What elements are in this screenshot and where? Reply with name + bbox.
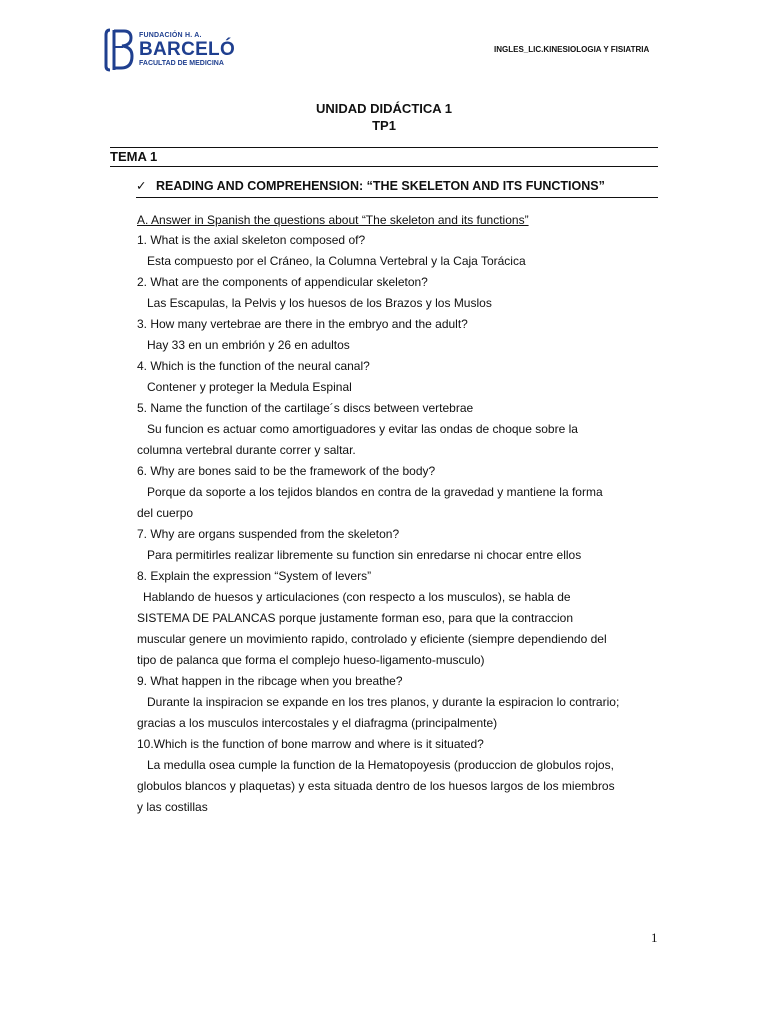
reading-heading-text: READING AND COMPREHENSION: “THE SKELETON AND ITS FUNCTIONS” bbox=[156, 179, 605, 193]
answer-line: tipo de palanca que forma el complejo hueso-ligamento-musculo) bbox=[137, 653, 485, 667]
answer-line: Porque da soporte a los tejidos blandos en contra de la gravedad y mantiene la forma bbox=[147, 485, 603, 499]
question-line: 7. Why are organs suspended from the skeleton? bbox=[137, 527, 400, 541]
logo-top-line: FUNDACIÓN H. A. bbox=[139, 31, 202, 39]
question-line: 8. Explain the expression “System of levers” bbox=[137, 569, 372, 583]
answer-line: gracias a los musculos intercostales y el diafragma (principalmente) bbox=[137, 716, 498, 730]
answer-line: Durante la inspiracion se expande en los tres planos, y durante la espiracion lo contrario; bbox=[147, 695, 620, 709]
logo-main-text: BARCELÓ bbox=[139, 38, 236, 60]
question-line: 2. What are the components of appendicular skeleton? bbox=[137, 275, 428, 289]
unit-title: UNIDAD DIDÁCTICA 1 bbox=[315, 101, 453, 116]
question-line: 10.Which is the function of bone marrow and where is it situated? bbox=[137, 737, 484, 751]
course-header: INGLES_LIC.KINESIOLOGIA Y FISIATRIA bbox=[494, 45, 650, 54]
logo-bottom-line: FACULTAD DE MEDICINA bbox=[139, 59, 224, 67]
answer-line: muscular genere un movimiento rapido, controlado y eficiente (siempre dependiendo del bbox=[137, 632, 607, 646]
reading-heading bbox=[136, 178, 605, 193]
question-line: 6. Why are bones said to be the framework of the body? bbox=[137, 464, 436, 478]
answer-line: columna vertebral durante correr y saltar. bbox=[137, 443, 356, 457]
answer-line: Contener y proteger la Medula Espinal bbox=[147, 380, 352, 394]
answer-line: Hay 33 en un embrión y 26 en adultos bbox=[147, 338, 350, 352]
answer-line: y las costillas bbox=[137, 800, 208, 814]
tema-heading: TEMA 1 bbox=[110, 149, 158, 164]
tp-title: TP1 bbox=[372, 118, 396, 133]
answer-line: Esta compuesto por el Cráneo, la Columna Vertebral y la Caja Torácica bbox=[147, 254, 526, 268]
question-line: 9. What happen in the ribcage when you breathe? bbox=[137, 674, 403, 688]
question-line: 5. Name the function of the cartilage´s discs between vertebrae bbox=[137, 401, 474, 415]
instructions: A. Answer in Spanish the questions about “The skeleton and its functions” bbox=[137, 213, 529, 227]
question-answer-list bbox=[137, 230, 660, 818]
answer-line: Las Escapulas, la Pelvis y los huesos de los Brazos y los Muslos bbox=[147, 296, 492, 310]
answer-line: La medulla osea cumple la function de la Hematopoyesis (produccion de globulos rojos, bbox=[147, 758, 614, 772]
answer-line: SISTEMA DE PALANCAS porque justamente forman eso, para que la contraccion bbox=[137, 611, 573, 625]
question-line: 3. How many vertebrae are there in the embryo and the adult? bbox=[137, 317, 468, 331]
top-rule bbox=[110, 147, 658, 148]
tema-rule bbox=[110, 166, 658, 167]
answer-line: Su funcion es actuar como amortiguadores y evitar las ondas de choque sobre la bbox=[147, 422, 578, 436]
page-number: 1 bbox=[651, 930, 658, 945]
answer-line: Para permitirles realizar libremente su function sin enredarse ni chocar entre ellos bbox=[147, 548, 582, 562]
reading-rule bbox=[136, 197, 658, 198]
answer-line: globulos blancos y plaquetas) y esta situada dentro de los huesos largos de los miembros bbox=[137, 779, 615, 793]
question-line: 1. What is the axial skeleton composed of? bbox=[137, 233, 366, 247]
answer-line: Hablando de huesos y articulaciones (con respecto a los musculos), se habla de bbox=[143, 590, 571, 604]
institution-logo bbox=[104, 26, 238, 72]
answer-line: del cuerpo bbox=[137, 506, 194, 520]
fb-monogram-icon bbox=[104, 26, 134, 72]
question-line: 4. Which is the function of the neural canal? bbox=[137, 359, 370, 373]
checkmark-icon: ✓ bbox=[136, 179, 147, 193]
